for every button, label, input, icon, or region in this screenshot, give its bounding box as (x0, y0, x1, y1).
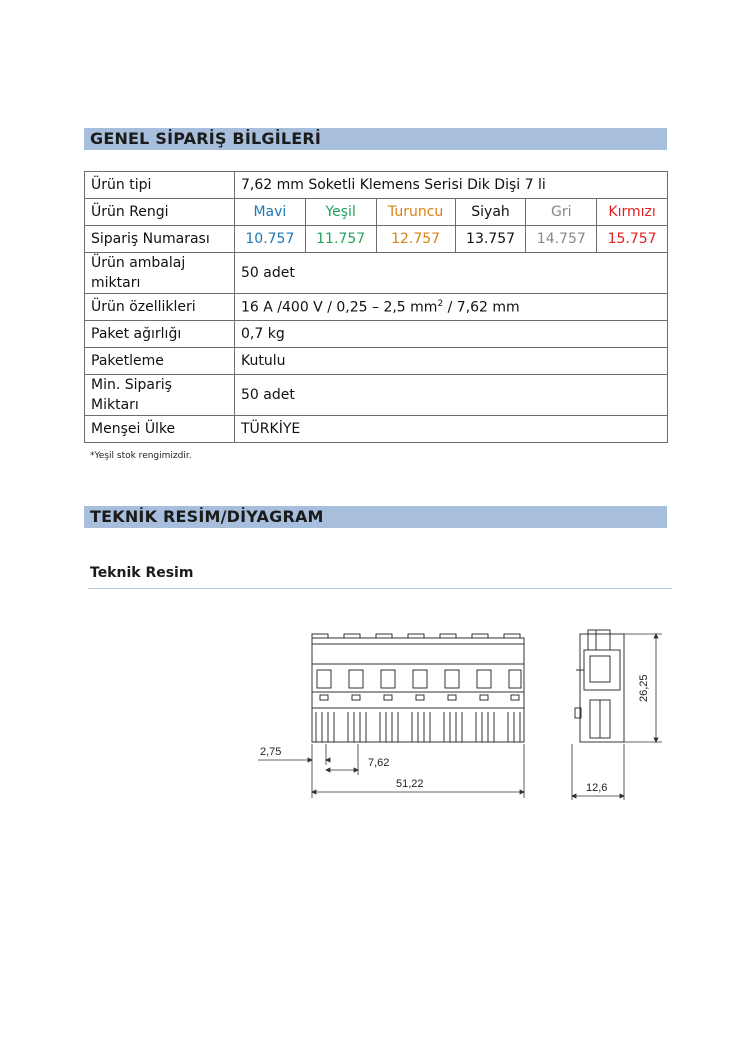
subsection-title: Teknik Resim (90, 565, 194, 581)
color-black: Siyah (455, 199, 526, 226)
side-view (575, 630, 624, 742)
product-features-label: Ürün özellikleri (85, 294, 235, 321)
table-row (85, 294, 668, 321)
color-orange: Turuncu (376, 199, 455, 226)
package-weight-label: Paket ağırlığı (85, 321, 235, 348)
table-row (85, 321, 668, 348)
side-dimensions (572, 634, 662, 800)
table-row (85, 172, 668, 199)
dimension-2-75: 2,75 (260, 746, 282, 758)
product-type-value: 7,62 mm Soketli Klemens Serisi Dik Dişi 7 li (235, 172, 668, 199)
product-features-value (235, 294, 668, 321)
packaging-value: Kutulu (235, 348, 668, 375)
min-order-label-line2: Miktarı (91, 397, 139, 413)
stock-color-footnote: *Yeşil stok rengimizdir. (90, 451, 192, 461)
dimension-12-6: 12,6 (586, 782, 608, 794)
product-type-label: Ürün tipi (85, 172, 235, 199)
package-quantity-value: 50 adet (235, 253, 668, 294)
section-title-order-info: GENEL SİPARİŞ BİLGİLERİ (84, 128, 667, 150)
order-number-gray: 14.757 (526, 226, 597, 253)
front-view (312, 634, 524, 742)
package-weight-value: 0,7 kg (235, 321, 668, 348)
color-gray: Gri (526, 199, 597, 226)
color-red: Kırmızı (597, 199, 668, 226)
package-quantity-label-line2: miktarı (91, 275, 141, 291)
product-color-label: Ürün Rengi (85, 199, 235, 226)
dimension-7-62: 7,62 (368, 757, 390, 769)
order-number-orange: 12.757 (376, 226, 455, 253)
order-number-label: Sipariş Numarası (85, 226, 235, 253)
order-number-blue: 10.757 (235, 226, 306, 253)
order-number-green: 11.757 (305, 226, 376, 253)
features-text-a: 16 A /400 V / 0,25 – 2,5 mm (241, 299, 438, 316)
dimension-51-22: 51,22 (396, 778, 424, 790)
min-order-label (85, 375, 235, 416)
table-row (85, 199, 668, 226)
table-row (85, 416, 668, 443)
order-info-table (84, 171, 668, 443)
table-row (85, 226, 668, 253)
table-row (85, 375, 668, 416)
package-quantity-label-line1: Ürün ambalaj (91, 255, 186, 271)
front-dimensions (258, 744, 524, 798)
technical-drawing (250, 620, 670, 810)
origin-country-label: Menşei Ülke (85, 416, 235, 443)
package-quantity-label (85, 253, 235, 294)
features-superscript: 2 (437, 298, 444, 309)
section-title-technical-drawing: TEKNİK RESİM/DİYAGRAM (84, 506, 667, 528)
min-order-label-line1: Min. Sipariş (91, 377, 172, 393)
order-number-black: 13.757 (455, 226, 526, 253)
subsection-divider (88, 588, 672, 589)
features-text-b: / 7,62 mm (443, 299, 520, 316)
table-row (85, 348, 668, 375)
color-blue: Mavi (235, 199, 306, 226)
dimension-26-25: 26,25 (638, 674, 650, 702)
packaging-label: Paketleme (85, 348, 235, 375)
min-order-value: 50 adet (235, 375, 668, 416)
origin-country-value: TÜRKİYE (235, 416, 668, 443)
order-number-red: 15.757 (597, 226, 668, 253)
color-green: Yeşil (305, 199, 376, 226)
table-row (85, 253, 668, 294)
